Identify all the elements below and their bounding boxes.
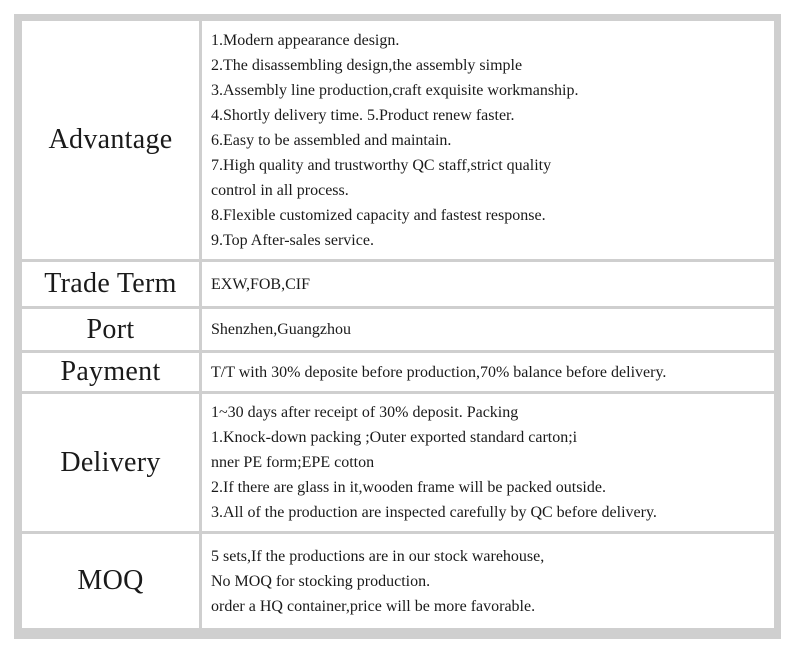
row-value-payment [202, 353, 774, 391]
row-value-port [202, 309, 774, 350]
delivery-line: 1~30 days after receipt of 30% deposit. Packing [211, 404, 519, 421]
advantage-line: 7.High quality and trustworthy QC staff,strict quality [211, 156, 552, 174]
row-value-trade-term [202, 262, 774, 306]
moq-line: 5 sets,If the productions are in our stock warehouse, [211, 547, 545, 565]
advantage-line: control in all process. [211, 181, 349, 199]
delivery-line: nner PE form;EPE cotton [211, 454, 375, 471]
trade-term-line: EXW,FOB,CIF [211, 275, 310, 293]
advantage-line: 1.Modern appearance design. [211, 31, 400, 49]
spec-table [22, 21, 773, 631]
row-label-payment: Payment [22, 353, 199, 391]
row-value-moq [202, 534, 774, 628]
row-label-delivery: Delivery [22, 394, 199, 531]
delivery-line: 1.Knock-down packing ;Outer exported standard carton;i [211, 429, 578, 446]
delivery-line: 3.All of the production are inspected carefully by QC before delivery. [211, 504, 657, 521]
row-label-trade-term: Trade Term [22, 262, 199, 306]
advantage-line: 6.Easy to be assembled and maintain. [211, 131, 452, 149]
advantage-line: 4.Shortly delivery time. 5.Product renew faster. [211, 106, 515, 124]
row-label-moq: MOQ [22, 534, 199, 628]
delivery-line: 2.If there are glass in it,wooden frame will be packed outside. [211, 479, 606, 496]
advantage-line: 8.Flexible customized capacity and fastest response. [211, 206, 546, 224]
moq-line: No MOQ for stocking production. [211, 572, 431, 590]
advantage-line: 3.Assembly line production,craft exquisite workmanship. [211, 81, 579, 99]
row-label-port: Port [22, 309, 199, 350]
spec-table-frame [14, 14, 781, 639]
advantage-line: 9.Top After-sales service. [211, 231, 374, 249]
advantage-line: 2.The disassembling design,the assembly simple [211, 56, 523, 74]
port-line: Shenzhen,Guangzhou [211, 321, 351, 338]
row-label-advantage: Advantage [22, 21, 199, 259]
row-value-delivery [202, 394, 774, 531]
moq-line: order a HQ container,price will be more favorable. [211, 597, 536, 615]
row-value-advantage [202, 21, 774, 259]
payment-line: T/T with 30% deposite before production,70% balance before delivery. [211, 363, 667, 381]
